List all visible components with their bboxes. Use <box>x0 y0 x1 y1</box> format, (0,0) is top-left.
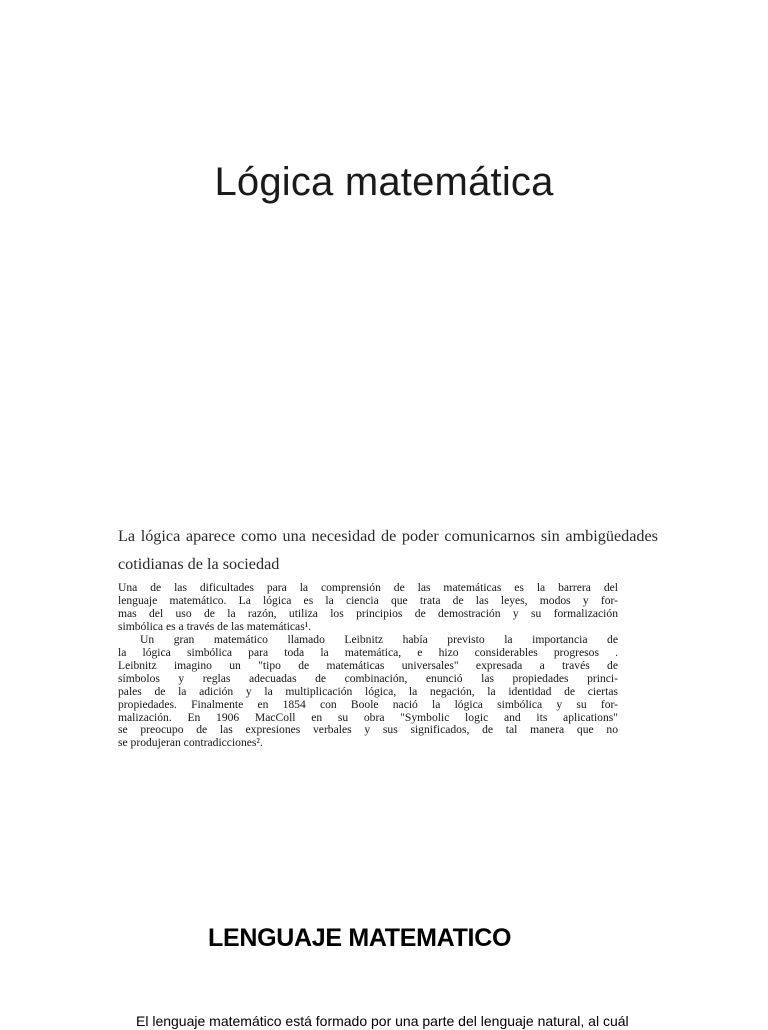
excerpt-line: malización. En 1906 MacColl en su obra "Symbolic logic and its aplications" <box>118 710 618 724</box>
excerpt-line: se produjeran contradicciones². <box>118 736 263 750</box>
excerpt-line: Una de las dificultades para la comprensión de las matemáticas es la barrera del <box>118 581 618 594</box>
excerpt-line: lenguaje matemático. La lógica es la ciencia que trata de las leyes, modos y for- <box>118 593 618 607</box>
page-title: Lógica matemática <box>214 160 554 204</box>
excerpt-line: pales de la adición y la multiplicación lógica, la negación, la identidad de ciertas <box>118 684 618 698</box>
excerpt-line: propiedades. Finalmente en 1854 con Boole nació la lógica simbólica y su for- <box>118 697 618 711</box>
intro-paragraph: La lógica aparece como una necesidad de poder comunicarnos sin ambigüedades cotidianas de la sociedad <box>118 527 658 573</box>
excerpt-line: mas del uso de la razón, utiliza los principios de demostración y su formalización <box>118 606 618 620</box>
excerpt-line: Leibnitz imagino un "tipo de matemáticas universales" expresada a través de <box>118 658 618 672</box>
excerpt-line: simbólica es a través de las matemáticas¹. <box>118 619 312 633</box>
section-heading: LENGUAJE MATEMATICO <box>208 924 512 952</box>
excerpt-line: se preocupo de las expresiones verbales y sus significados, de tal manera que no <box>118 723 618 737</box>
excerpt-line: símbolos y reglas adecuadas de combinación, enunció las propiedades princi- <box>118 671 618 685</box>
section-body-text: El lenguaje matemático está formado por una parte del lenguaje natural, al cuál <box>136 1013 629 1029</box>
excerpt-block <box>118 582 618 750</box>
excerpt-line: la lógica simbólica para toda la matemática, e hizo considerables progresos . <box>118 645 618 659</box>
excerpt-line: Un gran matemático llamado Leibnitz había previsto la importancia de <box>140 632 618 646</box>
